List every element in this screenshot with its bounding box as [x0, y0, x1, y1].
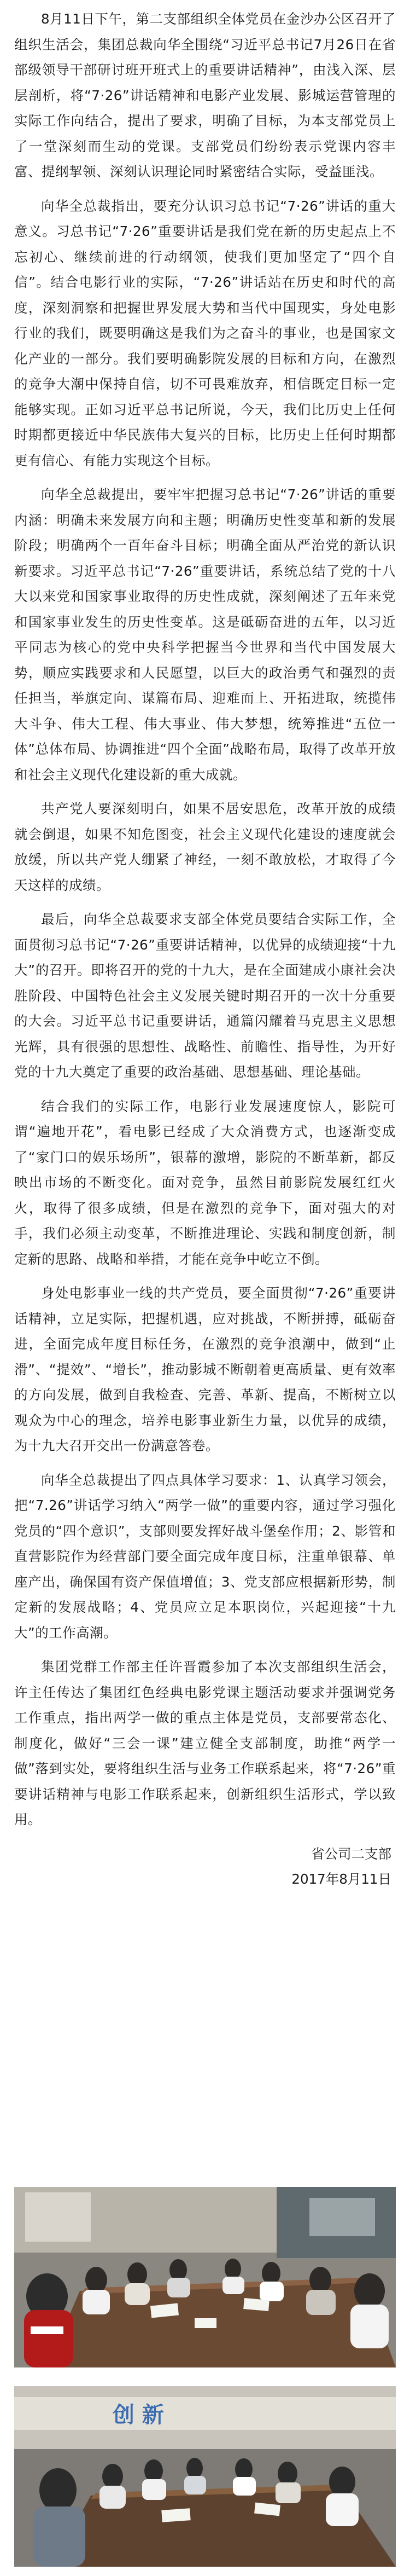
paragraph-9: 集团党群工作部主任许晋霞参加了本次支部组织生活会，许主任传达了集团红色经典电影党课主题活动要求并强调党务工作重点，指出两学一做的重点主体是党员，支部要常态化、制度化，做好“三会一课”建立健全支部制度，助推“两学一做”落到实处，要将组织生活与业务工作联系起来，将“7·26”重要讲话精神与电影工作联系起来，创新组织生活形式，学以致用。: [14, 1659, 396, 1827]
meeting-room-photo-icon: [14, 2187, 396, 2367]
paragraph-6: 结合我们的实际工作，电影行业发展速度惊人，影院可谓“遍地开花”，看电影已经成了大众消费方式，也逐渐变成了“家门口的娱乐场所”，银幕的激增，影院的不断革新，都反映出市场的不断变化。面对竞争，虽然目前影院发展红红火火，取得了很多成绩，但是在激烈的竞争下，面对强大的对手，我们必须主动变革，不断推进理论、实践和制度创新，制定新的思路、战略和举措，才能在竞争中屹立不倒。: [14, 1098, 396, 1267]
meeting-photo-1: [14, 2187, 396, 2367]
meeting-room-photo-icon-2: [14, 2386, 396, 2567]
paragraph-5: 最后，向华全总裁要求支部全体党员要结合实际工作，全面贯彻习总书记“7·26”重要讲话精神，以优异的成绩迎接“十九大”的召开。即将召开的党的十九大，是在全面建成小康社会决胜阶段、中国特色社会主义发展关键时期召开的一次十分重要的大会。习近平总书记重要讲话，通篇闪耀着马克思主义思想光辉，具有很强的思想性、战略性、前瞻性、指导性，为开好党的十九大奠定了重要的政治基础、思想基础、理论基础。: [14, 911, 396, 1080]
signature-date: 2017年8月11日: [291, 1871, 391, 1887]
paragraph-8: 向华全总裁提出了四点具体学习要求：1、认真学习领会，把“7.26”讲话学习纳入“两学一做”的重要内容，通过学习强化党员的“四个意识”，支部则要发挥好战斗堡垒作用；2、影管和直营影院作为经营部门要全面完成年度目标，注重单银幕、单座产出，确保国有资产保值增值；3、党支部应根据新形势，制定新的发展战略；4、党员应立足本职岗位，兴起迎接“十九大”的工作高潮。: [14, 1472, 396, 1641]
paragraph-1: 8月11日下午，第二支部组织全体党员在金沙办公区召开了组织生活会，集团总裁向华全围绕“习近平总书记7月26日在省部级领导干部研讨班开班式上的重要讲话精神”，由浅入深、层层剖析，将“7·26”讲话精神和电影产业发展、影城运营管理的实际工作向结合，提出了要求，明确了目标，为本支部党员上了一堂深刻而生动的党课。支部党员们纷纷表示党课内容丰富、提纲挈领、深刻认识理论同时紧密结合实际，受益匪浅。: [14, 11, 396, 180]
paragraph-3: 向华全总裁提出，要牢牢把握习总书记“7·26”讲话的重要内涵：明确未来发展方向和主题；明确历史性变革和新的发展阶段；明确两个一百年奋斗目标；明确全面从严治党的新认识新要求。习近平总书记“7·26”重要讲话，系统总结了党的十八大以来党和国家事业取得的历史性成就，深刻阐述了五年来党和国家事业发生的历史性变革。这是砥砺奋进的五年，以习近平同志为核心的党中央科学把握当今世界和当代中国发展大势，顺应实践要求和人民愿望，以巨大的政治勇气和强烈的责任担当，举旗定向、谋篇布局、迎难而上、开拓进取，统揽伟大斗争、伟大工程、伟大事业、伟大梦想，统筹推进“五位一体”总体布局、协调推进“四个全面”战略布局，取得了改革开放和社会主义现代化建设新的重大成就。: [14, 487, 396, 783]
signature-org: 省公司二支部: [311, 1845, 391, 1862]
paragraph-7: 身处电影事业一线的共产党员，要全面贯彻“7·26”重要讲话精神，立足实际，把握机遇，应对挑战，不断拼搏，砥砺奋进，全面完成年度目标任务，在激烈的竞争浪潮中，做到“止滑”、“提效”、“增长”，推动影城不断朝着更高质量、更有效率的方向发展，做到自我检查、完善、革新、提高，不断树立以观众为中心的理念，培养电影事业新生力量，以优异的成绩，为十九大召开交出一份满意答卷。: [14, 1285, 396, 1454]
meeting-photo-2: [14, 2386, 396, 2567]
paragraph-4: 共产党人要深刻明白，如果不居安思危，改革开放的成绩就会倒退，如果不知危图变，社会主义现代化建设的速度就会放缓，所以共产党人绷紧了神经，一刻不敢放松，才取得了今天这样的成绩。: [14, 801, 396, 893]
banner-text: 创 新: [113, 2403, 164, 2428]
paragraph-2: 向华全总裁指出，要充分认识习总书记“7·26”讲话的重大意义。习总书记“7·26”重要讲话是我们党在新的历史起点上不忘初心、继续前进的行动纲领，使我们更加坚定了“四个自信”。结合电影行业的实际，“7·26”讲话站在历史和时代的高度，深刻洞察和把握世界发展大势和当代中国现实，身处电影行业的我们，既要明确这是我们为之奋斗的事业，也是国家文化产业的一部分。我们要明确影院发展的目标和方向，在激烈的竞争大潮中保持自信，切不可畏难放弃，相信既定目标一定能够实现。正如习近平总书记所说，今天，我们比历史上任何时期都更接近中华民族伟大复兴的目标，比历史上任何时期都更有信心、有能力实现这个目标。: [14, 198, 396, 468]
